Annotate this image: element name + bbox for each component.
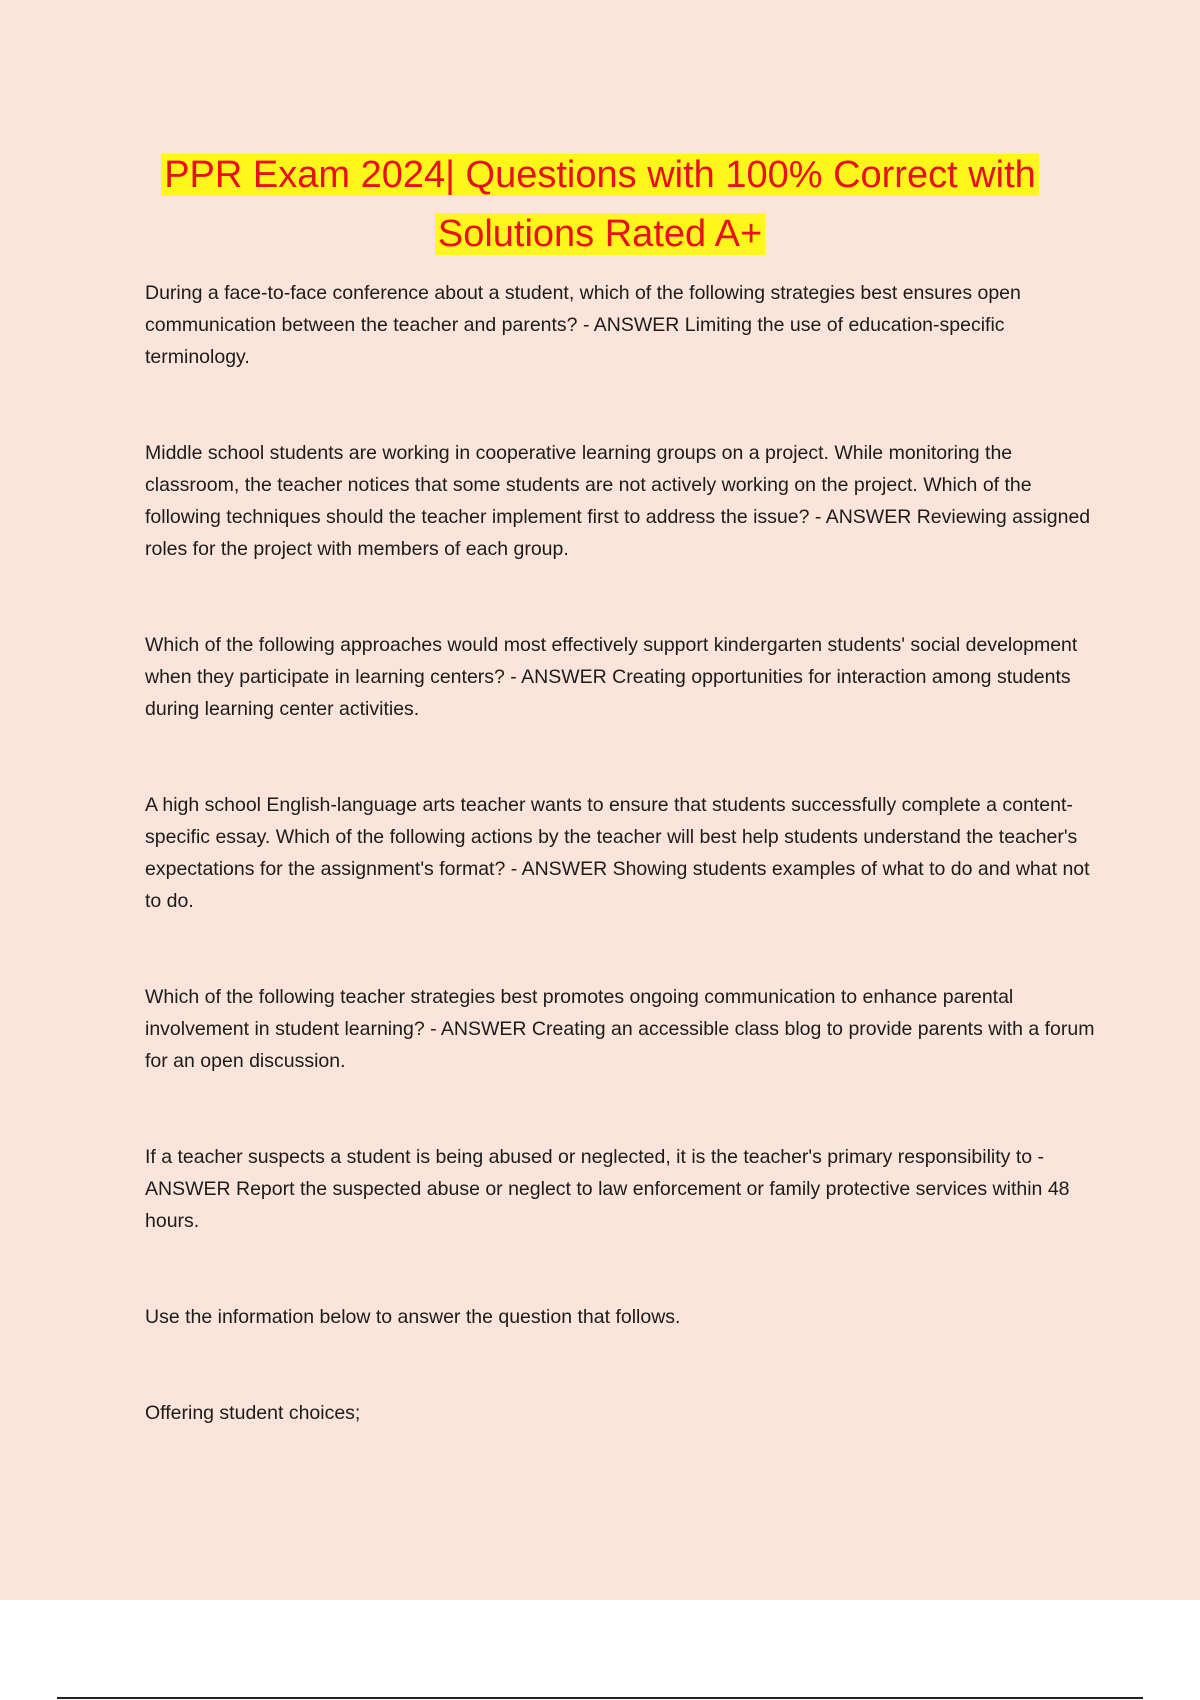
question-answer-4: A high school English-language arts teacher wants to ensure that students successfully complete a content-specific essay. Which of the following actions by the teacher will best help students understand the teacher's expectations for the assignment's format? - ANSWER Showing students examples of what to do and what not to do. xyxy=(145,794,1090,912)
document-body xyxy=(145,277,1100,1493)
list-fragment: Offering student choices; xyxy=(145,1402,361,1424)
title-line-1: PPR Exam 2024| Questions with 100% Correct with xyxy=(161,154,1039,196)
question-answer-2: Middle school students are working in cooperative learning groups on a project. While monitoring the classroom, the teacher notices that some students are not actively working on the project. Which of the following techniques should the teacher implement first to address the issue? - ANSWER Reviewing assigned roles for the project with members of each group. xyxy=(145,442,1091,560)
question-answer-5: Which of the following teacher strategies best promotes ongoing communication to enhance parental involvement in student learning? - ANSWER Creating an accessible class blog to provide parents with a forum for an open discussion. xyxy=(145,986,1095,1072)
document-title xyxy=(80,146,1120,264)
page-divider xyxy=(57,1697,1143,1699)
question-answer-6: If a teacher suspects a student is being abused or neglected, it is the teacher's primary responsibility to - ANSWER Report the suspected abuse or neglect to law enforcement or family protective services within 48 hours. xyxy=(145,1146,1070,1232)
question-answer-3: Which of the following approaches would most effectively support kindergarten students' social development when they participate in learning centers? - ANSWER Creating opportunities for interaction among students during learning center activities. xyxy=(145,634,1078,720)
instruction-text: Use the information below to answer the question that follows. xyxy=(145,1306,681,1328)
title-line-2: Solutions Rated A+ xyxy=(435,213,765,255)
question-answer-1: During a face-to-face conference about a student, which of the following strategies best ensures open communication between the teacher and parents? - ANSWER Limiting the use of education-specific terminology. xyxy=(145,282,1021,368)
